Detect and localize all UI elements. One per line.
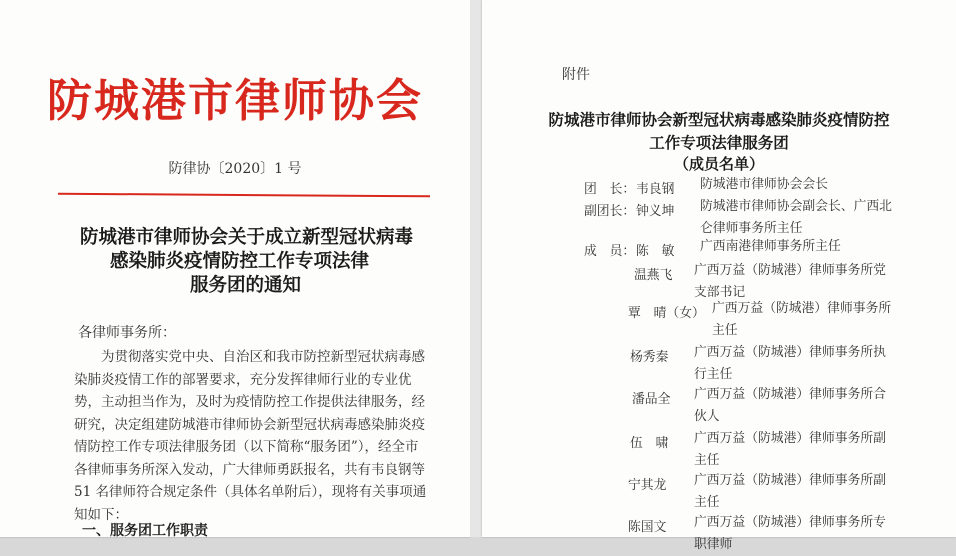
roster-title-line: 防城港市律师协会新型冠状病毒感染肺炎疫情防控: [548, 110, 890, 129]
member-description-line: 广西南港律师事务所主任: [700, 239, 841, 254]
member-description-line: 职律师: [694, 537, 733, 552]
org-letterhead-title: 防城港市律师协会: [46, 74, 423, 127]
member-description-line: 广西万益（防城港）律师事务所: [712, 301, 892, 316]
member-description-line: 仑律师事务所主任: [700, 221, 803, 236]
member-description-line: 主任: [694, 453, 720, 468]
member-description-line: 防城港市律师协会会长: [700, 177, 828, 192]
roster-title-line: 工作专项法律服务团: [649, 133, 789, 152]
member-description-line: 广西万益（防城港）律师事务所执: [694, 345, 886, 360]
red-header-rule: [58, 193, 430, 198]
body-line: 各律师事务所深入发动，广大律师勇跃报名，共有韦良钢等: [74, 461, 425, 478]
member-description-line: 广西万益（防城港）律师事务所副: [694, 431, 886, 446]
member-description: [694, 512, 886, 556]
member-name: 伍 啸: [630, 436, 669, 451]
member-name: 韦良钢: [636, 182, 675, 197]
member-description-line: 主任: [694, 495, 720, 510]
member-description-line: 广西万益（防城港）律师事务所合: [694, 387, 886, 402]
member-name: 陈国文: [628, 520, 667, 535]
member-name: 宁其龙: [628, 478, 667, 493]
member-name: 温燕飞: [634, 268, 673, 283]
roster-subtitle: （成员名单）: [673, 155, 764, 173]
document-number: 防律协〔2020〕1 号: [168, 161, 302, 177]
section-heading: 一、服务团工作职责: [82, 523, 208, 539]
member-name: 钟义坤: [636, 204, 675, 219]
body-line: 51 名律师符合规定条件（具体名单附后），现将有关事项通: [74, 484, 427, 500]
notice-title-line: 感染肺炎疫情防控工作专项法律: [110, 251, 370, 272]
member-description-line: 防城港市律师协会副会长、广西北: [700, 199, 892, 214]
member-description: [700, 236, 841, 258]
body-line: 势，主动担当作为，及时为疫情防控工作提供法律服务，经: [74, 394, 425, 410]
member-description: [694, 342, 886, 386]
member-name: 覃 晴（女）: [628, 306, 705, 321]
member-description: [694, 470, 886, 514]
member-description-line: 支部书记: [694, 285, 746, 300]
member-description: [700, 174, 828, 196]
document-page-left: [0, 0, 470, 537]
notice-title-line: 防城港市律师协会关于成立新型冠状病毒: [80, 227, 414, 248]
page-gap: [470, 0, 482, 537]
member-description-line: 广西万益（防城港）律师事务所副: [694, 473, 886, 488]
body-line: 染肺炎疫情工作的部署要求，充分发挥律师行业的专业优: [74, 371, 412, 388]
member-description: [694, 384, 886, 428]
member-name: 杨秀秦: [630, 350, 669, 365]
member-description-line: 广西万益（防城港）律师事务所专: [694, 515, 886, 530]
body-line: 情防控工作专项法律服务团（以下简称“服务团”），经全市: [74, 439, 419, 455]
notice-title: [60, 226, 420, 298]
notice-title-line: 服务团的通知: [190, 275, 302, 296]
member-description: [694, 428, 886, 472]
member-description-line: 伙人: [694, 409, 720, 424]
document-page-right: [482, 0, 956, 552]
body-line: 研究，决定组建防城港市律师协会新型冠状病毒感染肺炎疫: [74, 416, 425, 433]
member-description-line: 广西万益（防城港）律师事务所党: [694, 263, 886, 278]
member-name: 潘品全: [632, 392, 671, 407]
member-description-line: 行主任: [694, 367, 733, 382]
roster-title: [482, 108, 956, 154]
member-description-line: 主任: [712, 323, 738, 338]
member-role: 成 员：: [584, 244, 636, 259]
member-name: 陈 敏: [636, 244, 675, 259]
salutation: 各律师事务所：: [78, 325, 176, 341]
body-line: 为贯彻落实党中央、自治区和我市防控新型冠状病毒感: [74, 349, 425, 365]
member-description: [700, 196, 892, 240]
attachment-label: 附件: [562, 67, 590, 83]
member-role: 团 长：: [584, 182, 636, 197]
body-line: 知如下：: [74, 506, 128, 523]
member-role: 副团长：: [584, 204, 636, 219]
member-description: [712, 298, 891, 342]
notice-body: [74, 346, 454, 526]
